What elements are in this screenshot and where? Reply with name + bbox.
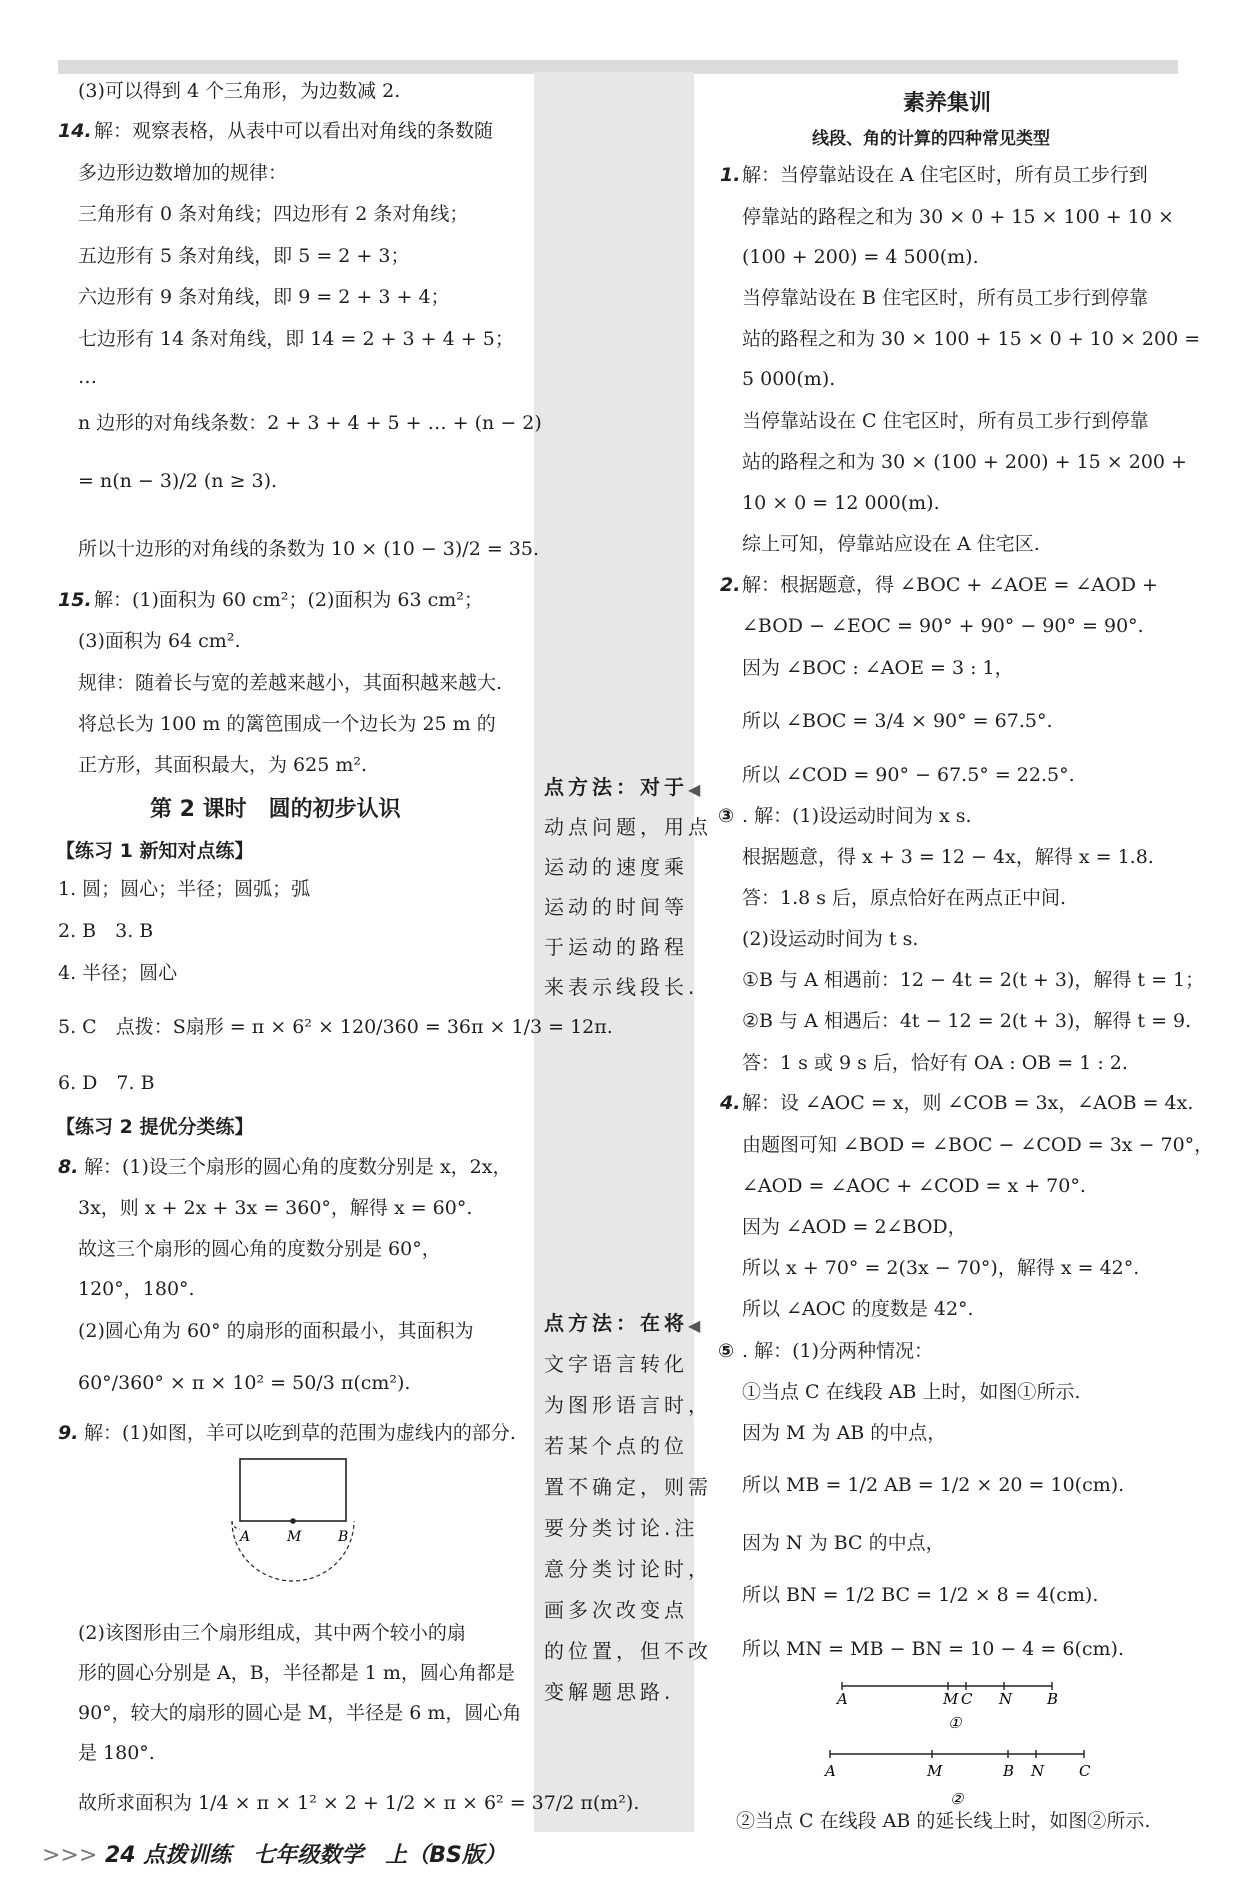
text-line: 多边形边数增加的规律： <box>78 162 288 184</box>
practice-heading: 【练习 1 新知对点练】 <box>56 840 254 862</box>
point-label: B <box>1047 1690 1059 1708</box>
note-line: 的位置，但不改 <box>544 1639 712 1663</box>
text-line: 因为 N 为 BC 的中点， <box>742 1532 945 1554</box>
text-line: (2)该图形由三个扇形组成，其中两个较小的扇 <box>78 1622 466 1644</box>
text-line: 形的圆心分别是 A，B，半径都是 1 m，圆心角都是 <box>78 1662 515 1684</box>
point-label-m: M <box>287 1529 302 1545</box>
answer-line: 1. 圆；圆心；半径；圆弧；弧 <box>58 878 311 900</box>
practice-heading: 【练习 2 提优分类练】 <box>56 1116 254 1138</box>
text-line: 六边形有 9 条对角线，即 9 = 2 + 3 + 4； <box>78 286 450 308</box>
text-line: 根据题意，得 x + 3 = 12 − 4x，解得 x = 1.8. <box>742 846 1154 868</box>
text-line: 答：1 s 或 9 s 后，恰好有 OA : OB = 1 : 2. <box>742 1052 1128 1074</box>
question-number: ③ <box>718 805 735 827</box>
text-line: (3)面积为 64 cm². <box>78 630 241 652</box>
text-line: 10 × 0 = 12 000(m). <box>742 492 940 514</box>
question-number: 9. <box>58 1422 79 1444</box>
figure-caption: ② <box>950 1790 964 1808</box>
text-line: 答：1.8 s 后，原点恰好在两点正中间. <box>742 887 1067 909</box>
text-line: 因为 ∠BOC : ∠AOE = 3 : 1， <box>742 657 1014 679</box>
formula-line: 所以 BN = 1/2 BC = 1/2 × 8 = 4(cm). <box>742 1584 1099 1606</box>
formula-line: 所以十边形的对角线的条数为 10 × (10 − 3)/2 = 35. <box>78 538 540 560</box>
figure-caption: ① <box>948 1714 962 1732</box>
text-line: 所以 x + 70° = 2(3x − 70°)，解得 x = 42°. <box>742 1257 1140 1279</box>
formula-line: 所以 ∠BOC = 3/4 × 90° = 67.5°. <box>742 710 1053 732</box>
point-label-a: A <box>240 1529 251 1545</box>
note-line: 来表示线段长. <box>544 975 699 999</box>
text-line: ②当点 C 在线段 AB 的延长线上时，如图②所示. <box>736 1810 1151 1832</box>
point-label: C <box>961 1690 973 1708</box>
text-line: 因为 ∠AOD = 2∠BOD， <box>742 1216 967 1238</box>
note-line: 运动的时间等 <box>544 895 688 919</box>
lesson-title: 第 2 课时 圆的初步认识 <box>150 797 401 822</box>
point-label: A <box>837 1690 848 1708</box>
text-line: (3)可以得到 4 个三角形，为边数减 2. <box>78 80 401 102</box>
page-number: 24 <box>104 1843 136 1868</box>
text-line: 将总长为 100 m 的篱笆围成一个边长为 25 m 的 <box>78 713 496 735</box>
text-line: 故这三个扇形的圆心角的度数分别是 60°， <box>78 1238 441 1260</box>
text-line: 解：(1)如图，羊可以吃到草的范围为虚线内的部分. <box>84 1422 516 1444</box>
question-number: 2. <box>720 574 741 596</box>
formula-line: = n(n − 3)/2 (n ≥ 3). <box>78 470 278 492</box>
method-note-2 <box>544 1310 712 1705</box>
text-line: 五边形有 5 条对角线，即 5 = 2 + 3； <box>78 245 410 267</box>
pointer-triangle-icon: ◀ <box>688 1316 701 1335</box>
answer-line: 5. C 点拨：S扇形 = π × 6² × 120/360 = 36π × 1/3 = 12π. <box>58 1016 613 1038</box>
text-line: 5 000(m). <box>742 368 836 390</box>
text-line: ∠AOD = ∠AOC + ∠COD = x + 70°. <box>742 1175 1086 1197</box>
point-label: N <box>1031 1762 1045 1780</box>
text-line: (100 + 200) = 4 500(m). <box>742 246 979 268</box>
segment-figure-2 <box>818 1742 1108 1812</box>
method-note-1 <box>544 774 712 1000</box>
text-line: 120°，180°. <box>78 1278 195 1300</box>
point-label: C <box>1079 1762 1091 1780</box>
note-line: 变解题思路. <box>544 1680 675 1704</box>
text-line: 解：(1)设三个扇形的圆心角的度数分别是 x，2x， <box>84 1156 512 1178</box>
text-line: 规律：随着长与宽的差越来越小，其面积越来越大. <box>78 672 503 694</box>
text-line: ①B 与 A 相遇前：12 − 4t = 2(t + 3)，解得 t = 1； <box>742 969 1205 991</box>
text-line: 正方形，其面积最大，为 625 m². <box>78 754 368 776</box>
note-line: 运动的速度乘 <box>544 855 688 879</box>
note-line: 动点问题，用点 <box>544 815 712 839</box>
text-line: 因为 M 为 AB 的中点， <box>742 1422 947 1444</box>
question-number: ⑤ <box>718 1340 735 1362</box>
text-line: 站的路程之和为 30 × 100 + 15 × 0 + 10 × 200 = <box>742 328 1201 350</box>
note-line: 点方法：在将 <box>544 1311 688 1335</box>
text-line: 由题图可知 ∠BOD = ∠BOC − ∠COD = 3x − 70°， <box>742 1134 1214 1156</box>
note-line: 为图形语言时， <box>544 1393 712 1417</box>
text-line: 停靠站的路程之和为 30 × 0 + 15 × 100 + 10 × <box>742 206 1174 228</box>
section-title: 素养集训 <box>903 91 992 116</box>
note-line: 点方法：对于 <box>544 775 688 799</box>
text-line: 解：根据题意，得 ∠BOC + ∠AOE = ∠AOD + <box>742 574 1158 596</box>
text-line: 综上可知，停靠站应设在 A 住宅区. <box>742 533 1040 555</box>
text-line: n 边形的对角线条数：2 + 3 + 4 + 5 + … + (n − 2) <box>78 412 542 434</box>
page-footer <box>42 1838 506 1869</box>
answer-line: 2. B 3. B <box>58 920 154 942</box>
note-line: 要分类讨论.注 <box>544 1516 699 1540</box>
text-line: 解：当停靠站设在 A 住宅区时，所有员工步行到 <box>742 164 1148 186</box>
text-line: ②B 与 A 相遇后：4t − 12 = 2(t + 3)，解得 t = 9. <box>742 1010 1192 1032</box>
question-number: 4. <box>720 1092 741 1114</box>
text-line: 七边形有 14 条对角线，即 14 = 2 + 3 + 4 + 5； <box>78 328 514 350</box>
formula-line: 故所求面积为 1/4 × π × 1² × 2 + 1/2 × π × 6² = 37/2 π(m²). <box>78 1792 640 1814</box>
section-subtitle: 线段、角的计算的四种常见类型 <box>812 129 1050 149</box>
text-line: . 解：(1)分两种情况： <box>742 1340 933 1362</box>
text-line: 站的路程之和为 30 × (100 + 200) + 15 × 200 + <box>742 451 1187 473</box>
point-label: M <box>943 1690 959 1708</box>
text-line: (2)设运动时间为 t s. <box>742 928 919 950</box>
answer-line: 4. 半径；圆心 <box>58 962 178 984</box>
text-line: 当停靠站设在 B 住宅区时，所有员工步行到停靠 <box>742 287 1149 309</box>
point-label: M <box>927 1762 943 1780</box>
question-number: 15. <box>58 589 92 611</box>
point-label: B <box>1003 1762 1015 1780</box>
goat-grazing-figure <box>220 1455 370 1595</box>
footer-chevrons-icon: >>> <box>42 1843 98 1868</box>
text-line: 所以 ∠COD = 90° − 67.5° = 22.5°. <box>742 764 1075 786</box>
text-line: 3x，则 x + 2x + 3x = 360°，解得 x = 60°. <box>78 1197 473 1219</box>
question-number: 14. <box>58 120 92 142</box>
text-line: 所以 ∠AOC 的度数是 42°. <box>742 1298 974 1320</box>
point-label-b: B <box>338 1529 349 1545</box>
pointer-triangle-icon: ◀ <box>688 780 701 799</box>
note-line: 置不确定，则需 <box>544 1475 712 1499</box>
text-line: 当停靠站设在 C 住宅区时，所有员工步行到停靠 <box>742 410 1149 432</box>
note-line: 文字语言转化 <box>544 1352 688 1376</box>
text-line: … <box>78 366 97 388</box>
text-line: 是 180°. <box>78 1742 155 1764</box>
text-line: 解：观察表格，从表中可以看出对角线的条数随 <box>94 120 494 142</box>
text-line: ①当点 C 在线段 AB 上时，如图①所示. <box>742 1381 1081 1403</box>
point-label: A <box>825 1762 836 1780</box>
answer-line: 6. D 7. B <box>58 1072 155 1094</box>
question-number: 8. <box>58 1156 79 1178</box>
point-label: N <box>999 1690 1013 1708</box>
text-line: 所以 MN = MB − BN = 10 − 4 = 6(cm). <box>742 1638 1124 1660</box>
note-line: 若某个点的位 <box>544 1434 688 1458</box>
note-line: 于运动的路程 <box>544 935 688 959</box>
formula-line: 所以 MB = 1/2 AB = 1/2 × 20 = 10(cm). <box>742 1474 1125 1496</box>
book-title: 点拨训练 七年级数学 上（BS版） <box>143 1843 506 1868</box>
note-line: 画多次改变点 <box>544 1598 688 1622</box>
text-line: . 解：(1)设运动时间为 x s. <box>742 805 972 827</box>
text-line: 三角形有 0 条对角线；四边形有 2 条对角线； <box>78 203 469 225</box>
note-line: 意分类讨论时， <box>544 1557 712 1581</box>
segment-figure-1 <box>820 1672 1080 1732</box>
text-line: 解：设 ∠AOC = x，则 ∠COB = 3x，∠AOB = 4x. <box>742 1092 1194 1114</box>
text-line: ∠BOD − ∠EOC = 90° + 90° − 90° = 90°. <box>742 615 1144 637</box>
question-number: 1. <box>720 164 741 186</box>
formula-line: 60°/360° × π × 10² = 50/3 π(cm²). <box>78 1372 411 1394</box>
text-line: 90°，较大的扇形的圆心是 M，半径是 6 m，圆心角 <box>78 1702 522 1724</box>
text-line: 解：(1)面积为 60 cm²；(2)面积为 63 cm²； <box>94 589 483 611</box>
text-line: (2)圆心角为 60° 的扇形的面积最小，其面积为 <box>78 1320 474 1342</box>
